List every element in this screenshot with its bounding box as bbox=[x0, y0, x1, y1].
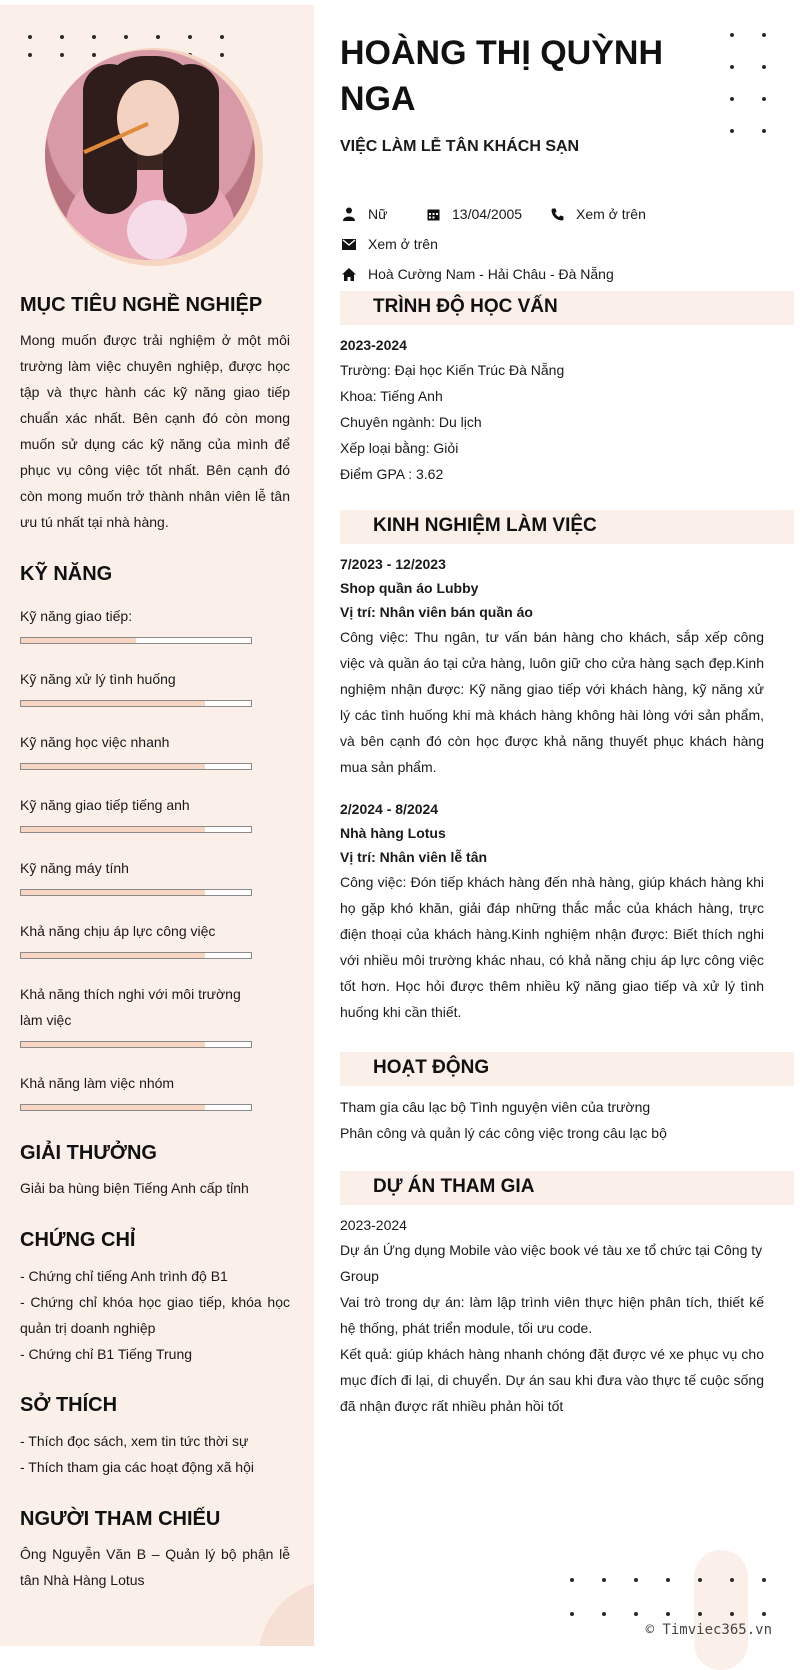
job-description: Công việc: Đón tiếp khách hàng đến nhà hàng, giúp khách hàng khi họ gặp khó khăn, giải đáp những thắc mắc của khách hàng, trực điện thoại của khách hàng.Kinh nghiệm nhận được: Biết thích nghi với nhiều môi trường khác nhau, có khả năng chịu áp lực công việc tốt hơn. Học hỏi được thêm nhiều kỹ năng giao tiếp và xử lý tình huống khi cần thiết. bbox=[340, 874, 764, 1020]
skill-level-fill bbox=[21, 1105, 205, 1110]
person-icon bbox=[340, 205, 358, 223]
phone-icon bbox=[548, 205, 566, 223]
awards-title: GIẢI THƯỞNG bbox=[20, 1142, 157, 1164]
education-header bbox=[340, 291, 794, 325]
education-period: 2023-2024 bbox=[340, 337, 407, 353]
envelope-icon bbox=[340, 235, 358, 253]
birthday-info bbox=[424, 205, 522, 223]
job-position: Vị trí: Nhân viên lễ tân bbox=[340, 849, 488, 865]
skill-name: Kỹ năng giao tiếp tiếng anh bbox=[20, 797, 190, 813]
education-line: Trường: Đại học Kiến Trúc Đà Nẵng bbox=[340, 362, 565, 378]
email-value: Xem ở trên bbox=[368, 236, 438, 252]
project-line: Vai trò trong dự án: làm lập trình viên thực hiện phân tích, thiết kế hệ thống, phát triển module, tối ưu code. bbox=[340, 1294, 764, 1336]
education-line: Chuyên ngành: Du lịch bbox=[340, 414, 482, 430]
skill-level-bar bbox=[20, 700, 252, 707]
skill-item bbox=[20, 792, 260, 833]
gender-value: Nữ bbox=[368, 206, 388, 222]
education-line: Khoa: Tiếng Anh bbox=[340, 388, 443, 404]
skill-name: Kỹ năng xử lý tình huống bbox=[20, 671, 176, 687]
skill-level-fill bbox=[21, 890, 205, 895]
skills-title: KỸ NĂNG bbox=[20, 563, 113, 585]
job-company: Shop quần áo Lubby bbox=[340, 580, 479, 596]
projects-title: DỰ ÁN THAM GIA bbox=[373, 1176, 535, 1197]
gender-info bbox=[340, 205, 387, 223]
skill-name: Khả năng làm việc nhóm bbox=[20, 1075, 175, 1091]
certificates-title: CHỨNG CHỈ bbox=[20, 1229, 136, 1251]
skill-level-fill bbox=[21, 953, 205, 958]
skill-level-bar bbox=[20, 637, 252, 644]
experience-job bbox=[340, 797, 764, 1025]
hobbies-list bbox=[20, 1428, 290, 1480]
skill-level-fill bbox=[21, 701, 205, 706]
decorative-pill-bottom-right bbox=[694, 1550, 748, 1670]
skill-level-fill bbox=[21, 827, 205, 832]
skill-level-bar bbox=[20, 826, 252, 833]
experience-job bbox=[340, 552, 764, 780]
project-line: Kết quả: giúp khách hàng nhanh chóng đặt được vé xe phục vụ cho mục đích đi lại, di chuyển. Dự án sau khi đưa vào thực tế cuộc sống đã nhận được rất nhiều phản hồi tốt bbox=[340, 1346, 764, 1414]
calendar-icon bbox=[424, 205, 442, 223]
skill-item bbox=[20, 855, 260, 896]
phone-info bbox=[548, 205, 646, 223]
skill-item bbox=[20, 1070, 260, 1111]
job-period: 2/2024 - 8/2024 bbox=[340, 801, 439, 817]
project-line: Dự án Ứng dụng Mobile vào việc book vé tàu xe tổ chức tại Công ty Group bbox=[340, 1242, 763, 1284]
references-title: NGƯỜI THAM CHIẾU bbox=[20, 1508, 221, 1530]
hobbies-title: SỞ THÍCH bbox=[20, 1394, 118, 1416]
activities-title: HOẠT ĐỘNG bbox=[373, 1057, 490, 1078]
project-period: 2023-2024 bbox=[340, 1217, 407, 1233]
education-line: Xếp loại bằng: Giỏi bbox=[340, 440, 459, 456]
education-line: Điểm GPA : 3.62 bbox=[340, 466, 444, 482]
skill-level-bar bbox=[20, 1041, 252, 1048]
activity-line: Tham gia câu lạc bộ Tình nguyện viên của trường bbox=[340, 1099, 651, 1115]
projects-header bbox=[340, 1171, 794, 1205]
job-position: Vị trí: Nhân viên bán quần áo bbox=[340, 604, 533, 620]
hobby-item: - Thích đọc sách, xem tin tức thời sự bbox=[20, 1433, 249, 1449]
certificate-item: - Chứng chỉ B1 Tiếng Trung bbox=[20, 1346, 193, 1362]
activity-line: Phân công và quản lý các công việc trong câu lạc bộ bbox=[340, 1125, 667, 1141]
projects-block bbox=[340, 1213, 764, 1419]
job-title: VIỆC LÀM LỄ TÂN KHÁCH SẠN bbox=[340, 138, 580, 155]
avatar bbox=[45, 50, 255, 260]
skill-level-fill bbox=[21, 638, 136, 643]
skill-item bbox=[20, 918, 260, 959]
skill-level-bar bbox=[20, 889, 252, 896]
watermark: © Timviec365.vn bbox=[645, 1622, 772, 1638]
address-value: Hoà Cường Nam - Hải Châu - Đà Nẵng bbox=[368, 266, 614, 282]
job-company: Nhà hàng Lotus bbox=[340, 825, 446, 841]
skill-name: Kỹ năng máy tính bbox=[20, 860, 129, 876]
job-period: 7/2023 - 12/2023 bbox=[340, 556, 446, 572]
certificate-item: - Chứng chỉ khóa học giao tiếp, khóa học quản trị doanh nghiệp bbox=[20, 1294, 290, 1336]
skill-item bbox=[20, 729, 260, 770]
phone-value: Xem ở trên bbox=[576, 206, 646, 222]
experience-title: KINH NGHIỆM LÀM VIỆC bbox=[373, 515, 597, 536]
email-info bbox=[340, 235, 438, 253]
job-description: Công việc: Thu ngân, tư vấn bán hàng cho khách, sắp xếp công việc và quần áo tại cửa hàng, luôn giữ cho cửa hàng sạch đẹp.Kinh nghiệm nhận được: Kỹ năng giao tiếp với khách hàng, kỹ năng xử lý các tình huống khi mà khách hàng không hài lòng với sản phẩm, và bên cạnh đó còn học được khả năng thuyết phục khách hàng mua sản phẩm. bbox=[340, 629, 764, 775]
birthday-value: 13/04/2005 bbox=[452, 206, 523, 222]
skill-name: Kỹ năng giao tiếp: bbox=[20, 608, 133, 624]
activities-header bbox=[340, 1052, 794, 1086]
objective-title: MỤC TIÊU NGHỀ NGHIỆP bbox=[20, 294, 263, 316]
home-icon bbox=[340, 265, 358, 283]
address-info bbox=[340, 265, 614, 283]
references-text: Ông Nguyễn Văn B – Quản lý bộ phận lễ tân Nhà Hàng Lotus bbox=[20, 1546, 290, 1588]
skill-level-bar bbox=[20, 1104, 252, 1111]
skill-item bbox=[20, 666, 260, 707]
skill-item bbox=[20, 603, 260, 644]
experience-header bbox=[340, 510, 794, 544]
education-title: TRÌNH ĐỘ HỌC VẤN bbox=[373, 296, 558, 317]
candidate-name: HOÀNG THỊ QUỲNH NGA bbox=[340, 34, 663, 118]
objective-text: Mong muốn được trải nghiệm ở một môi trường làm việc chuyên nghiệp, được học tập và thực hành các kỹ năng giao tiếp chuẩn xác nhất. Bên cạnh đó còn mong muốn sử dụng các kỹ năng của mình để phục vụ công việc tốt nhất. Bên cạnh đó còn mong muốn trở thành nhân viên lễ tân ưu tú nhất tại nhà hàng. bbox=[20, 332, 290, 530]
skill-item bbox=[20, 981, 260, 1048]
certificate-item: - Chứng chỉ tiếng Anh trình độ B1 bbox=[20, 1268, 228, 1284]
skill-level-bar bbox=[20, 952, 252, 959]
skill-level-bar bbox=[20, 763, 252, 770]
certificates-list bbox=[20, 1263, 290, 1367]
skill-level-fill bbox=[21, 1042, 205, 1047]
education-block bbox=[340, 333, 764, 487]
skill-name: Kỹ năng học việc nhanh bbox=[20, 734, 170, 750]
skill-name: Khả năng thích nghi với môi trường làm việc bbox=[20, 986, 241, 1028]
skill-level-fill bbox=[21, 764, 205, 769]
skill-name: Khả năng chịu áp lực công việc bbox=[20, 923, 216, 939]
awards-text: Giải ba hùng biện Tiếng Anh cấp tỉnh bbox=[20, 1180, 249, 1196]
hobby-item: - Thích tham gia các hoạt động xã hội bbox=[20, 1459, 254, 1475]
activities-block bbox=[340, 1094, 764, 1146]
